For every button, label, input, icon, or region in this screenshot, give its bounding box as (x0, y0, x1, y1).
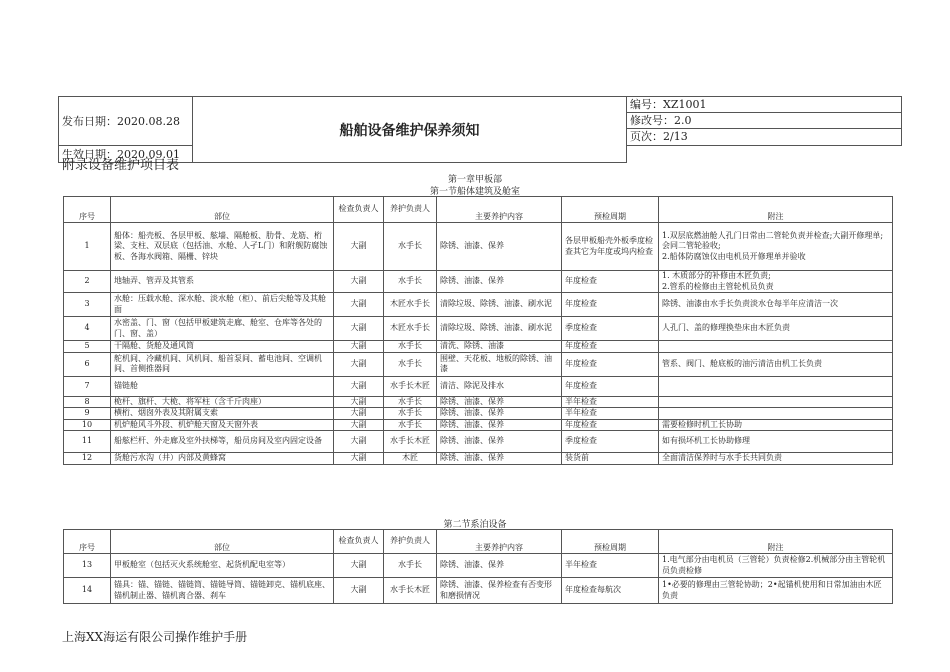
cell-maint: 水手长木匠 (384, 431, 437, 453)
cell-no: 13 (64, 554, 111, 578)
cell-note: 1.电气部分由电机员（三管轮）负责检修2.机械部分由主管轮机员负责检修 (659, 554, 893, 578)
col-no: 序号 (64, 197, 111, 223)
table-row (64, 453, 893, 465)
cell-content: 除锈、油漆、保养检查有否变形和磨损情况 (437, 578, 562, 604)
col-note: 附注 (659, 197, 893, 223)
table-row (64, 376, 893, 396)
cell-maint: 水手长木匠 (384, 578, 437, 604)
cell-note: 1.双层底燃油舱人孔门日常由二管轮负责并检查;大副开修理单;会同二管轮验收; 2.船体防腐蚀仪由电机员开修理单并验收 (659, 223, 893, 271)
document-header (58, 96, 902, 163)
col-inspector: 检查负责人 (334, 530, 384, 554)
cell-maint: 木匠水手长 (384, 317, 437, 341)
cell-maint: 水手长 (384, 352, 437, 376)
cell-note (659, 376, 893, 396)
cell-insp: 大副 (334, 453, 384, 465)
col-inspector: 检查负责人 (334, 197, 384, 223)
cell-maint: 木匠水手长 (384, 293, 437, 317)
cell-no: 6 (64, 352, 111, 376)
cell-insp: 大副 (334, 223, 384, 271)
cell-maint: 水手长木匠 (384, 376, 437, 396)
cell-part: 水舱：压载水舱、深水舱、淡水舱（柜）、前后尖舱等及其舱面 (111, 293, 334, 317)
cell-content: 除锈、油漆、保养 (437, 408, 562, 420)
cell-cycle: 年度检查 (562, 341, 659, 353)
cell-no: 8 (64, 396, 111, 408)
cell-maint: 水手长 (384, 554, 437, 578)
publish-date: 发布日期：2020.08.28 (59, 97, 193, 146)
cell-content: 除锈、油漆、保养 (437, 396, 562, 408)
cell-part: 地轴弄、管弄及其管系 (111, 271, 334, 293)
table-row (64, 419, 893, 431)
cell-part: 舵机间、冷藏机间、风机间、船首泵间、蓄电池间、空调机间、首侧推器间 (111, 352, 334, 376)
cell-part: 桅杆、旗杆、大桅、将军柱（含千斤肉座） (111, 396, 334, 408)
cell-no: 10 (64, 419, 111, 431)
cell-cycle: 年度检查 (562, 352, 659, 376)
cell-insp: 大副 (334, 408, 384, 420)
cell-insp: 大副 (334, 376, 384, 396)
cell-content: 清除垃圾、除锈、油漆、刷水泥 (437, 293, 562, 317)
cell-content: 除锈、油漆、保养 (437, 419, 562, 431)
cell-content: 清除垃圾、除锈、油漆、刷水泥 (437, 317, 562, 341)
cell-maint: 水手长 (384, 223, 437, 271)
cell-cycle: 季度检查 (562, 431, 659, 453)
cell-content: 除锈、油漆、保养 (437, 554, 562, 578)
appendix-title: 附录设备维护项目表 (62, 158, 180, 173)
table-row (64, 578, 893, 604)
cell-part: 机炉舱风斗外段、机炉舱天窗及天窗外表 (111, 419, 334, 431)
cell-cycle: 季度检查 (562, 317, 659, 341)
footer-company: 上海XX海运有限公司操作维护手册 (62, 630, 248, 644)
col-note: 附注 (659, 530, 893, 554)
cell-part: 锚链舱 (111, 376, 334, 396)
table-row (64, 352, 893, 376)
cell-note: 除锈、油漆由水手长负责淡水仓每半年应清洁一次 (659, 293, 893, 317)
cell-no: 11 (64, 431, 111, 453)
cell-content: 清洗、除锈、油漆 (437, 341, 562, 353)
section-title-2: 第二节系泊设备 (443, 520, 507, 530)
maintenance-table-hull (63, 196, 893, 465)
cell-cycle: 半年检查 (562, 408, 659, 420)
cell-note: 需要检修时机工长协助 (659, 419, 893, 431)
cell-cycle: 年度检查每航次 (562, 578, 659, 604)
cell-note (659, 396, 893, 408)
cell-insp: 大副 (334, 271, 384, 293)
cell-content: 除锈、油漆、保养 (437, 453, 562, 465)
cell-content: 除锈、油漆、保养 (437, 271, 562, 293)
cell-note: 全面清洁保养时与水手长共同负责 (659, 453, 893, 465)
table-row (64, 223, 893, 271)
section-title-1: 第一节船体建筑及舱室 (429, 187, 520, 197)
maintenance-table-mooring (63, 529, 893, 604)
cell-cycle: 年度检查 (562, 419, 659, 431)
cell-cycle: 年度检查 (562, 271, 659, 293)
cell-content: 围壁、天花板、地板的除锈、油漆 (437, 352, 562, 376)
cell-cycle: 半年检查 (562, 554, 659, 578)
cell-insp: 大副 (334, 317, 384, 341)
cell-maint: 水手长 (384, 408, 437, 420)
cell-cycle: 各层甲板船壳外板季度检查其它为年度或坞内检查 (562, 223, 659, 271)
cell-part: 甲板舱室（包括灭火系统舱室、起货机配电室等） (111, 554, 334, 578)
cell-cycle: 半年检查 (562, 396, 659, 408)
cell-part: 锚具：锚、锚链、锚链筒、锚链导筒、锚链卸克、锚机底座、锚机制止器、锚机离合器、刹车 (111, 578, 334, 604)
cell-note: 1•必要的修理由三管轮协助；2•起锚机使用和日常加油由木匠负责 (659, 578, 893, 604)
cell-insp: 大副 (334, 578, 384, 604)
table-row (64, 554, 893, 578)
col-part: 部位 (111, 530, 334, 554)
document-title: 船舶设备维护保养须知 (193, 97, 627, 163)
cell-content: 除锈、油漆、保养 (437, 431, 562, 453)
cell-insp: 大副 (334, 396, 384, 408)
table-row (64, 293, 893, 317)
cell-note: 1. 木质部分的补修由木匠负责; 2.管系的检修由主管轮机员负责 (659, 271, 893, 293)
cell-note: 人孔门、盖的修理换垫床由木匠负责 (659, 317, 893, 341)
col-content: 主要养护内容 (437, 530, 562, 554)
page-number: 页次：2/13 (630, 130, 688, 143)
cell-insp: 大副 (334, 431, 384, 453)
cell-no: 1 (64, 223, 111, 271)
cell-part: 船舷栏杆、外走廊及室外扶梯等，船员房间及室内固定设备 (111, 431, 334, 453)
cell-no: 12 (64, 453, 111, 465)
doc-number: 编号：XZ1001 (627, 97, 901, 113)
cell-maint: 水手长 (384, 341, 437, 353)
col-maintainer: 养护负责人 (384, 197, 437, 223)
cell-content: 除锈、油漆、保养 (437, 223, 562, 271)
chapter-title: 第一章甲板部 (447, 175, 502, 185)
cell-maint: 水手长 (384, 271, 437, 293)
cell-maint: 木匠 (384, 453, 437, 465)
cell-note (659, 408, 893, 420)
cell-insp: 大副 (334, 293, 384, 317)
col-no: 序号 (64, 530, 111, 554)
cell-maint: 水手长 (384, 396, 437, 408)
cell-insp: 大副 (334, 419, 384, 431)
cell-part: 水密盖、门、窗（包括甲板建筑走廊、舱室、仓库等各处的门、窗、盖） (111, 317, 334, 341)
cell-note: 管系、阀门、舱底板的油污清洁由机工长负责 (659, 352, 893, 376)
cell-part: 干隔舱、货舱及通风筒 (111, 341, 334, 353)
col-cycle: 预检周期 (562, 530, 659, 554)
table-row (64, 341, 893, 353)
col-maintainer: 养护负责人 (384, 530, 437, 554)
cell-note (659, 341, 893, 353)
cell-no: 7 (64, 376, 111, 396)
cell-no: 2 (64, 271, 111, 293)
col-cycle: 预检周期 (562, 197, 659, 223)
cell-no: 4 (64, 317, 111, 341)
table-row (64, 408, 893, 420)
cell-no: 5 (64, 341, 111, 353)
cell-cycle: 年度检查 (562, 293, 659, 317)
table-row (64, 271, 893, 293)
effective-date: 生效日期：2020.09.01 (59, 146, 193, 163)
cell-part: 货舱污水沟（井）内部及黄蜂窝 (111, 453, 334, 465)
col-part: 部位 (111, 197, 334, 223)
cell-cycle: 装货前 (562, 453, 659, 465)
cell-maint: 水手长 (384, 419, 437, 431)
table-row (64, 396, 893, 408)
cell-note: 如有损坏机工长协助修理 (659, 431, 893, 453)
cell-no: 3 (64, 293, 111, 317)
cell-no: 14 (64, 578, 111, 604)
revision-number: 修改号：2.0 (627, 113, 901, 129)
cell-insp: 大副 (334, 554, 384, 578)
cell-cycle: 年度检查 (562, 376, 659, 396)
cell-insp: 大副 (334, 352, 384, 376)
table-row (64, 431, 893, 453)
table-row (64, 317, 893, 341)
cell-part: 横桁、烟囱外表及其附属支索 (111, 408, 334, 420)
cell-content: 清洁、除泥及排水 (437, 376, 562, 396)
cell-no: 9 (64, 408, 111, 420)
col-content: 主要养护内容 (437, 197, 562, 223)
cell-insp: 大副 (334, 341, 384, 353)
cell-part: 船体：船壳板、各层甲板、舷墙、隔舱板、肋骨、龙筋、桁梁、支柱、双层底（包括油、水舱、人孑L门）和附舰防腐蚀板、各海水阀箱、隔栅、锌块 (111, 223, 334, 271)
